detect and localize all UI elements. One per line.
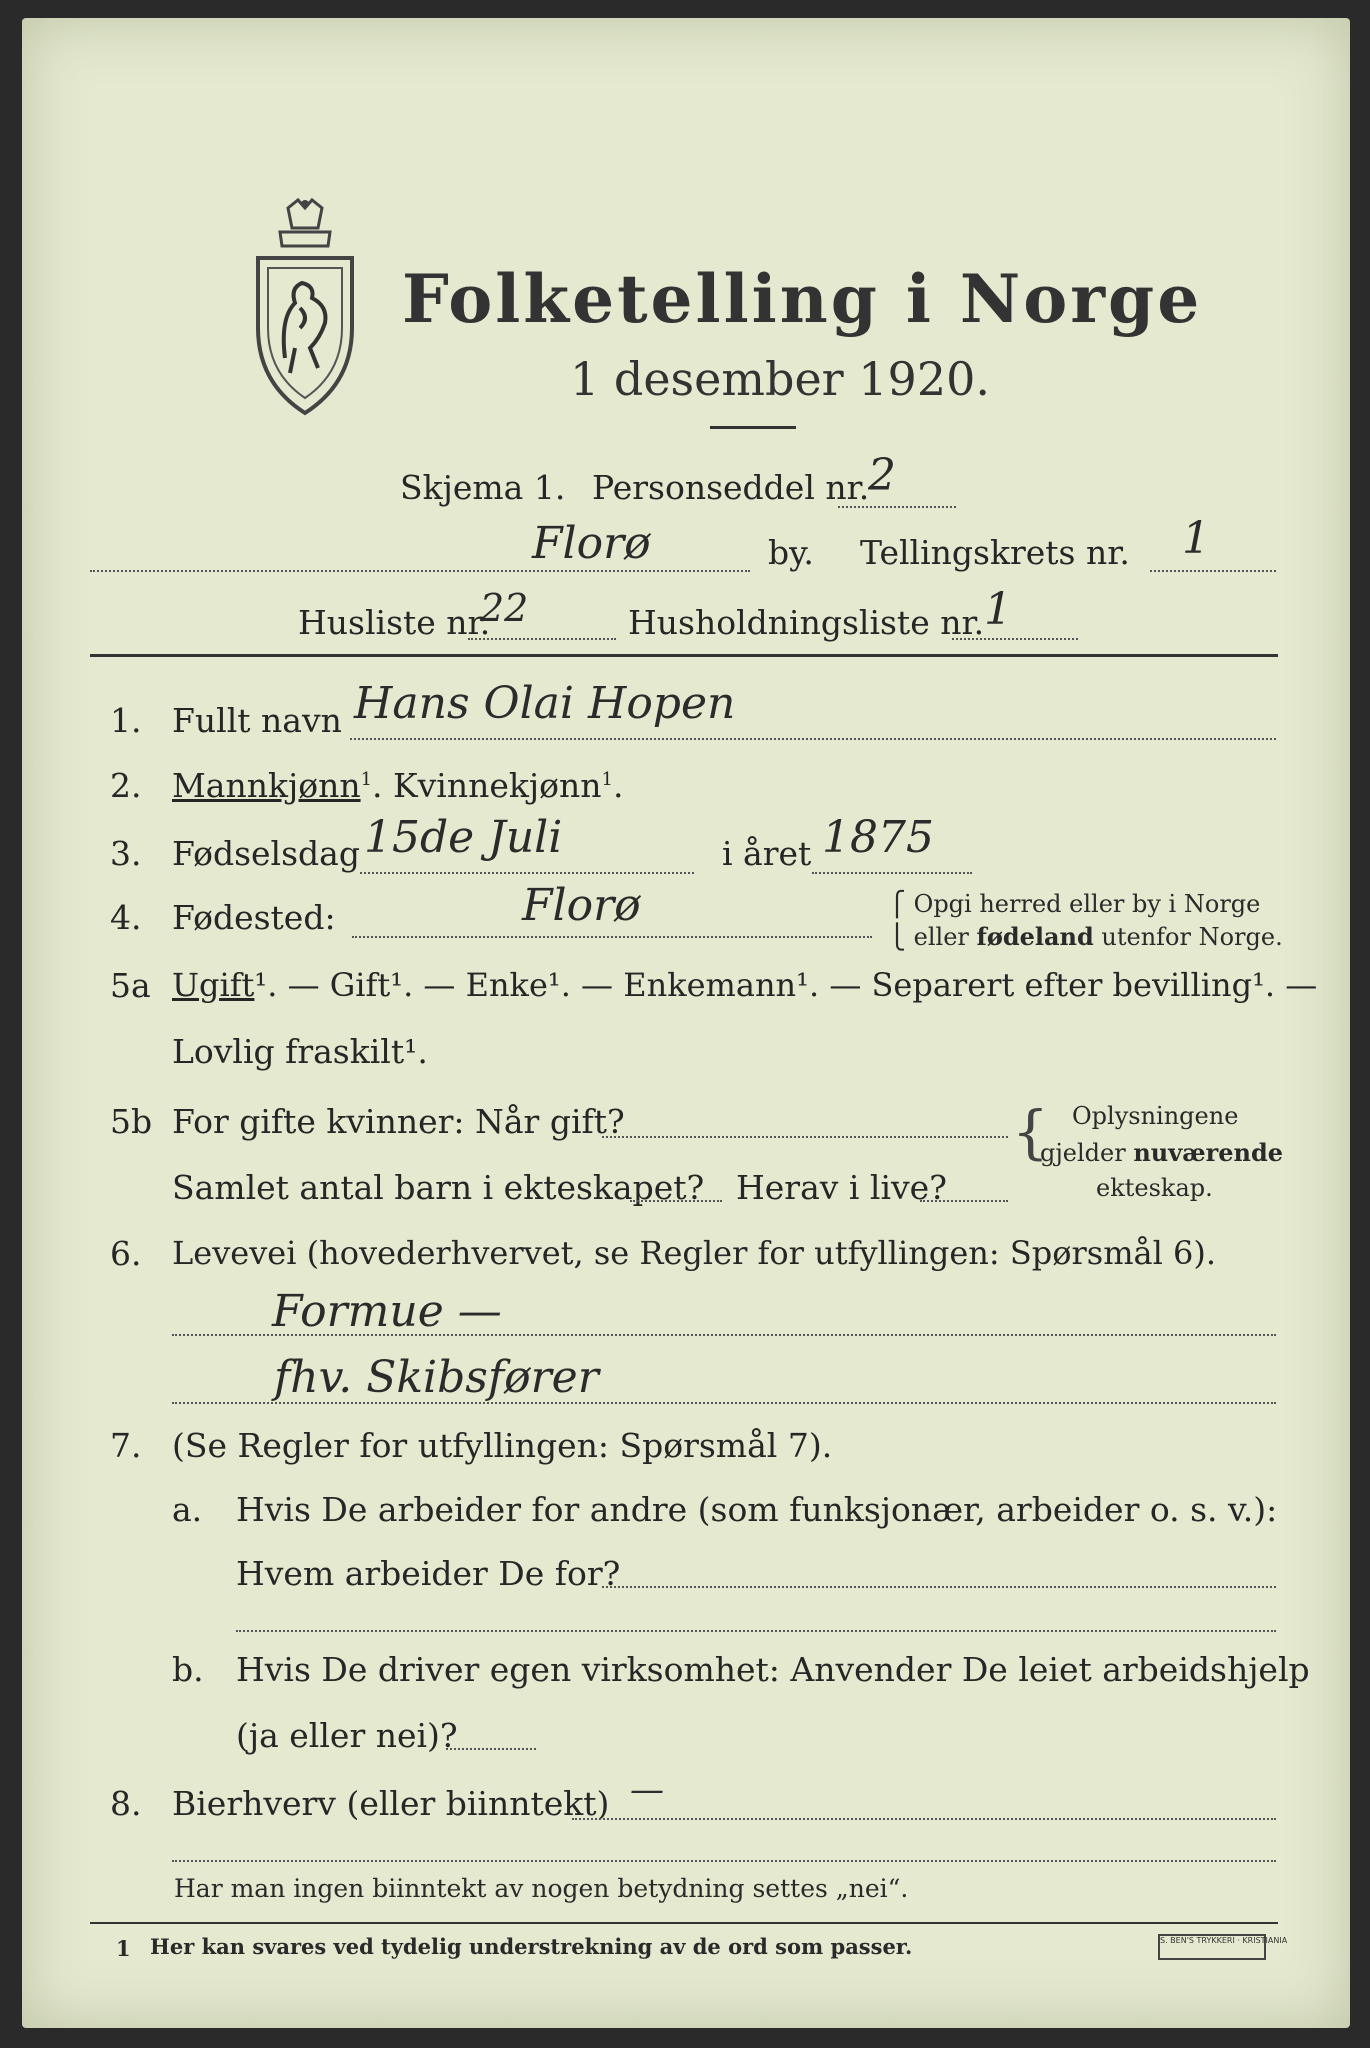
- q5a-options: [172, 966, 1317, 1004]
- personseddel-value: 2: [868, 450, 896, 501]
- q4-number: 4.: [110, 898, 142, 937]
- q4-line: [352, 936, 872, 938]
- q8-line-extra: [172, 1860, 1276, 1862]
- q1-number: 1.: [110, 701, 142, 740]
- biinntekt-note: Har man ingen biinntekt av nogen betydning settes „nei“.: [174, 1874, 909, 1903]
- q4-label: Fødested:: [172, 898, 336, 937]
- q5a-ugift: Ugift: [172, 966, 255, 1004]
- q2-sup2: 1: [601, 769, 613, 790]
- header-divider: [90, 654, 1278, 657]
- place-value: Florø: [532, 518, 651, 569]
- q2-sup1: 1: [360, 769, 373, 790]
- q7a-number: a.: [172, 1490, 203, 1529]
- q6-number: 6.: [110, 1234, 142, 1273]
- husholdning-label: Husholdningsliste nr.: [628, 603, 985, 642]
- q5b-note-3: ekteskap.: [1096, 1174, 1213, 1202]
- q6-line2: [172, 1402, 1276, 1404]
- q1-name-value: Hans Olai Hopen: [354, 678, 736, 729]
- q7b-number: b.: [172, 1650, 204, 1689]
- q4-hint-2a: eller: [913, 923, 977, 951]
- tellingskrets-label: Tellingskrets nr.: [860, 533, 1130, 572]
- q7a-line: [602, 1586, 1276, 1588]
- q2-sep: .: [372, 766, 394, 805]
- q4-hint-1-text: Opgi herred eller by i Norge: [913, 890, 1261, 918]
- q7-number: 7.: [110, 1426, 142, 1465]
- q5b-barn-line: [630, 1200, 722, 1202]
- by-label: by.: [768, 533, 814, 572]
- q7a-line-extra: [236, 1630, 1276, 1632]
- husholdning-value: 1: [984, 584, 1012, 635]
- q7b-text: Hvis De driver egen virksomhet: Anvender De leiet arbeidshjelp: [236, 1650, 1310, 1689]
- q4-hint-1: ⎧ Opgi herred eller by i Norge: [888, 890, 1261, 918]
- q5a-line2: Lovlig fraskilt¹.: [172, 1032, 428, 1071]
- personseddel-line: [838, 506, 956, 508]
- q4-hint-2c: utenfor Norge.: [1093, 923, 1283, 951]
- q5b-line2: Samlet antal barn i ekteskapet?: [172, 1168, 705, 1207]
- q2-male: Mannkjønn: [172, 766, 361, 805]
- q8-value: —: [630, 1770, 664, 1810]
- coat-of-arms-icon: [240, 198, 370, 418]
- printer-stamp: S. BEN'S TRYKKERI · KRISTIANIA: [1158, 1934, 1266, 1960]
- q6-line1: [172, 1334, 1276, 1336]
- q6-occupation-line2: fhv. Skibsfører: [274, 1352, 599, 1403]
- husholdning-line: [952, 638, 1078, 640]
- q1-line: [350, 738, 1276, 740]
- q5b-line1: [602, 1136, 1008, 1138]
- husliste-line: [468, 638, 616, 640]
- q2-options: [172, 766, 623, 805]
- q5a-number: 5a: [110, 966, 151, 1005]
- q8-label: Bierhverv (eller biinntekt): [172, 1784, 610, 1823]
- husliste-label: Husliste nr.: [298, 603, 491, 642]
- q5b-brace: {: [1012, 1098, 1049, 1166]
- husliste-value: 22: [480, 586, 529, 630]
- q5b-herav-line: [920, 1200, 1008, 1202]
- q3-number: 3.: [110, 834, 142, 873]
- q3-year-value: 1875: [822, 812, 934, 863]
- q3-label: Fødselsdag: [172, 834, 360, 873]
- q5b-number: 5b: [110, 1102, 153, 1141]
- tellingskrets-line: [1150, 570, 1276, 572]
- q8-number: 8.: [110, 1784, 142, 1823]
- place-line: [90, 570, 750, 572]
- q7b-line: [446, 1748, 536, 1750]
- q3-day-value: 15de Juli: [364, 812, 563, 863]
- q5b-herav: Herav i live?: [736, 1168, 947, 1207]
- q1-label: Fullt navn: [172, 701, 342, 740]
- census-form: [22, 18, 1350, 2028]
- q2-female: Kvinnekjønn: [393, 766, 602, 805]
- personseddel-label: Personseddel nr.: [592, 468, 870, 507]
- title-divider: [710, 426, 796, 429]
- q5b-note-2: [1040, 1138, 1283, 1167]
- q6-occupation-line1: Formue —: [272, 1286, 502, 1337]
- footnote-mark: 1: [116, 1936, 131, 1961]
- q7b-line2: (ja eller nei)?: [236, 1716, 458, 1755]
- q5b-note-1: Oplysningene: [1072, 1102, 1239, 1130]
- q3-year-label: i året: [722, 834, 812, 873]
- q3-year-line: [812, 872, 972, 874]
- footnote-text: Her kan svares ved tydelig understrekning av de ord som passer.: [150, 1934, 913, 1959]
- q4-birthplace-value: Florø: [522, 880, 641, 931]
- footnote-divider: [90, 1922, 1278, 1924]
- q3-day-line: [360, 872, 694, 874]
- q7a-text: Hvis De arbeider for andre (som funksjonær, arbeider o. s. v.):: [236, 1490, 1278, 1529]
- form-date: 1 desember 1920.: [570, 352, 990, 406]
- q6-label: Levevei (hovederhvervet, se Regler for utfyllingen: Spørsmål 6).: [172, 1234, 1217, 1272]
- q4-hint-2: ⎩ eller fødeland utenfor Norge.: [888, 922, 1283, 951]
- q2-end: .: [612, 766, 624, 805]
- form-title: Folketelling i Norge: [402, 260, 1203, 338]
- schema-label: Skjema 1.: [400, 468, 566, 507]
- q5a-rest: ¹. — Gift¹. — Enke¹. — Enkemann¹. — Separert efter bevilling¹. —: [254, 966, 1318, 1004]
- q7-label: (Se Regler for utfyllingen: Spørsmål 7).: [172, 1426, 833, 1465]
- q8-line: [572, 1818, 1276, 1820]
- q2-number: 2.: [110, 766, 142, 805]
- q5b-note-2b: nuværende: [1133, 1138, 1284, 1167]
- q7a-line2: Hvem arbeider De for?: [236, 1554, 621, 1593]
- q4-hint-2b: fødeland: [976, 922, 1094, 951]
- tellingskrets-value: 1: [1182, 513, 1210, 564]
- q5b-note-2a: gjelder: [1040, 1139, 1134, 1167]
- q5b-label: For gifte kvinner: Når gift?: [172, 1102, 625, 1141]
